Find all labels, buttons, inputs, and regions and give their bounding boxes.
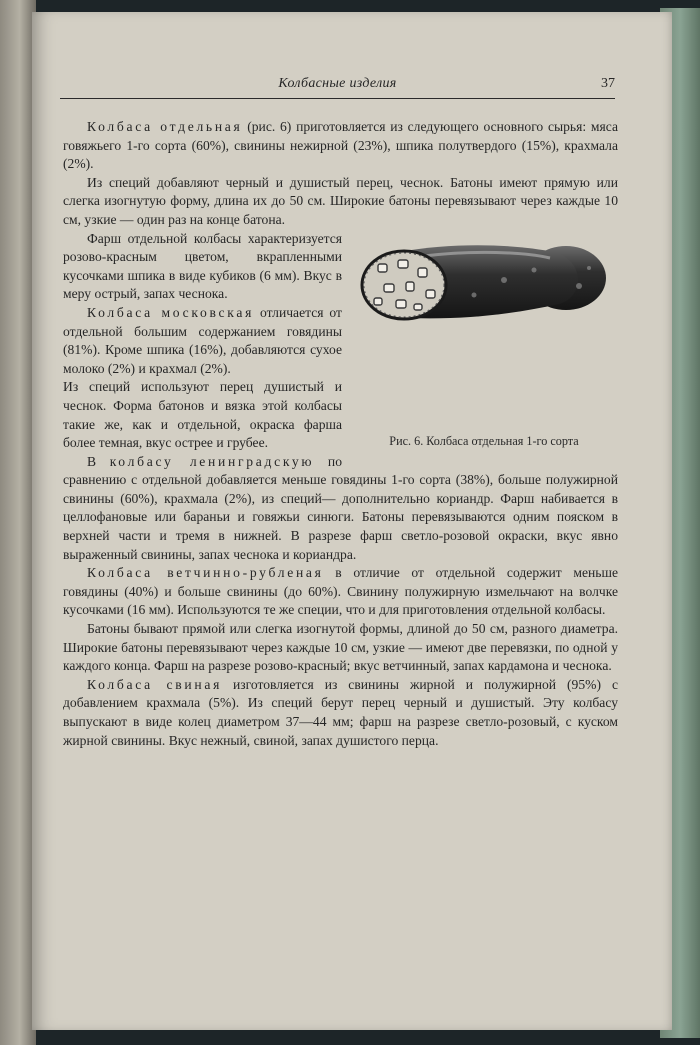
product-term: Колбаса московская [87,304,255,320]
paragraph-otdelnaya-spices: Из специй добавляют черный и душистый перец, чеснок. Батоны имеют прямую или слегка изогнутую форму, длина их до 50 см. Широкие батоны перевязывают через каждые 10 см, узкие — один раз на конце батона. [63,174,618,227]
paragraph-text: отличается от отдельной большим содержанием говядины (81%). Кроме шпика (16%), добавляются сухое молоко (2%) и крахмал (2%). [63,304,342,376]
paragraph-leningradskaya [63,453,618,565]
paragraph-vetchinno-rublenaya [63,564,618,620]
sausage-illustration [354,240,616,328]
page-number: 37 [601,76,615,91]
section-title: Колбасные изделия [278,76,397,91]
product-term: Колбаса свиная [87,676,223,692]
paragraph-text: в отличие от отдельной содержит меньше говядины (40%) и больше свинины (до 60%). Свинину полужирную измельчают на волчке кусочками (16 мм). Используются те же специи, что и для приготовления отдельной колбасы. [63,565,618,618]
paragraph-lead: В [87,453,110,469]
paragraph-vetchinno-rublenaya-shape: Батоны бывают прямой или слегка изогнутой формы, длиной до 50 см, разного диаметра. Широкие батоны перевязывают через каждые 10 см, узкие — имеют две перевязки, по одной у каждого конца. Фарш на разрезе розово-красный; вкус ветчинный, запах кардамона и чеснока. [63,621,618,674]
paragraph-text: изготовляется из свинины жирной и полужирной (95%) с добавлением крахмала (5%). Из специй берут перец черный и душистый. Эту колбасу выпускают в виде колец диаметром 37—44 мм; фарш на разрезе светло-розовый, с куском жирной свинины. Вкус нежный, свиной, запах душистого перца. [63,676,618,748]
previous-page-edge [0,0,36,1045]
figure-caption: Рис. 6. Колбаса отдельная 1-го сорта [389,433,579,448]
paragraph-text: (рис. 6) приготовляется из следующего основного сырья: мяса говяжьего 1-го сорта (60%), свинины нежирной (23%), шпика полутвердого (15%), крахмала (2%). [63,119,618,172]
paragraph-otdelnaya-composition [63,118,618,174]
figure-sausage [350,232,618,456]
product-term: Колбаса отдельная [87,119,243,134]
product-term: Колбаса ветчинно-рубленая [87,565,324,581]
paragraph-svinaya [63,676,618,750]
product-term: колбасу ленинградскую [109,453,315,469]
running-header [60,74,615,99]
paragraph-moskovskaya-spices: Из специй используют перец душистый и чеснок. Форма батонов и вязка этой колбасы такие же, как и отдельной, окраска фарша более темная, вкус острее и грубее. [63,379,342,451]
paragraph-otdelnaya-taste: Фарш отдельной колбасы характеризуется розово-красным цветом, вкрапленными кусочками шпика в виде кубиков (6 мм). Вкус в меру острый, запах чеснока. [63,230,342,302]
paragraph-text: по сравнению с отдельной добавляется меньше говядины 1-го сорта (38%), больше полужирной свинины (60%), крахмала (2%), из специй— дополнительно кориандр. Фарш набивается в целлофановые или бараньи и говяжьи синюги. Батоны перевязываются одним пояском в верхней части и тремя в нижней. В разрезе фарш светло-розовой окраски, вкус явно выраженный свинины, запах чеснока и кориандра. [63,453,618,562]
book-page [32,12,672,1030]
body-text [63,118,618,750]
